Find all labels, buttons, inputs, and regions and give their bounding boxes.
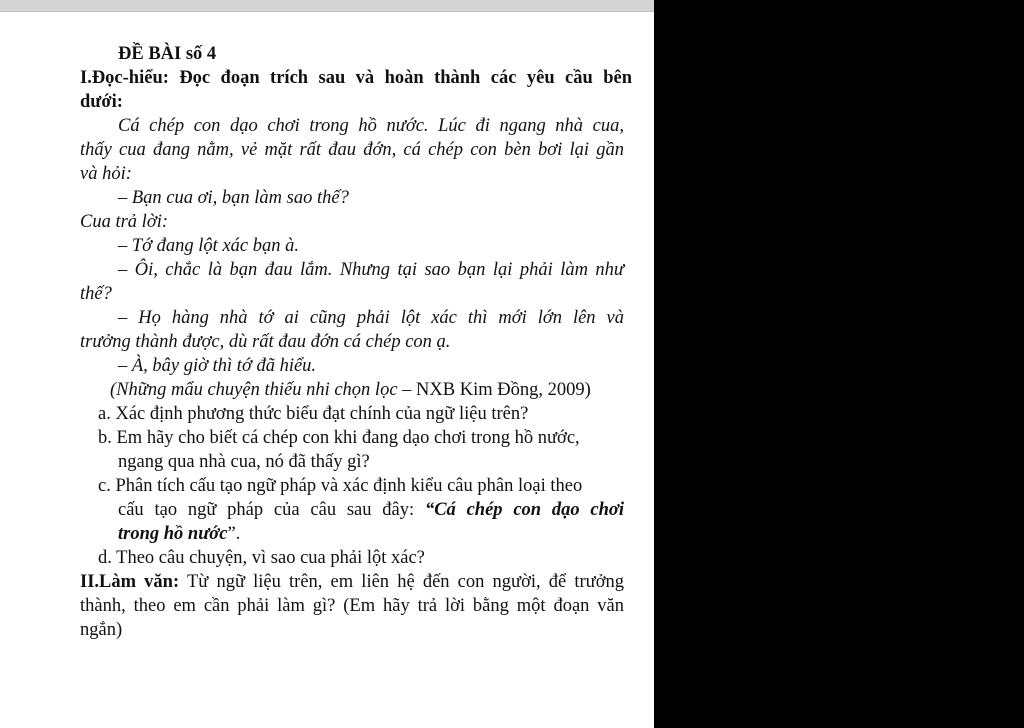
section2-line: ngắn) <box>80 620 123 640</box>
passage-line: Cá chép con dạo chơi trong hồ nước. Lúc đi ngang nhà cua, <box>118 116 624 136</box>
question-c-cont <box>118 498 624 522</box>
source-citation <box>110 378 591 402</box>
passage-line: – Họ hàng nhà tớ ai cũng phải lột xác thì mới lớn lên và <box>118 308 624 328</box>
document-title: ĐỀ BÀI số 4 <box>118 44 217 64</box>
question-c: c. Phân tích cấu tạo ngữ pháp và xác định kiểu câu phân loại theo <box>98 476 583 496</box>
section2-heading <box>80 570 624 594</box>
question-c-quote-end: trong hồ nước <box>118 524 228 544</box>
source-citation-title: (Những mẩu chuyện thiếu nhi chọn lọc <box>110 380 398 400</box>
passage-line: thấy cua đang nằm, vẻ mặt rất đau đớn, cá chép con bèn bơi lại gần <box>80 140 624 160</box>
viewer-background <box>654 0 1024 728</box>
section2-label: II.Làm văn: <box>80 572 180 592</box>
section1-heading: I.Đọc-hiểu: Đọc đoạn trích sau và hoàn thành các yêu cầu bên <box>80 68 632 88</box>
document-page <box>0 12 654 728</box>
question-a: a. Xác định phương thức biểu đạt chính của ngữ liệu trên? <box>98 404 529 424</box>
source-citation-publisher: – NXB Kim Đồng, 2009) <box>397 380 591 400</box>
section2-line: thành, theo em cần phải làm gì? (Em hãy trả lời bằng một đoạn văn <box>80 596 624 616</box>
question-b: b. Em hãy cho biết cá chép con khi đang dạo chơi trong hồ nước, <box>98 428 580 448</box>
passage-line: và hỏi: <box>80 164 132 184</box>
passage-line: – Bạn cua ơi, bạn làm sao thế? <box>118 188 349 208</box>
passage-line: – Ôi, chắc là bạn đau lắm. Nhưng tại sao bạn lại phải làm như <box>118 260 624 280</box>
question-c-quote: “Cá chép con dạo chơi <box>424 500 624 520</box>
passage-line: trưởng thành được, dù rất đau đớn cá chép con ạ. <box>80 332 451 352</box>
passage-line: – Tớ đang lột xác bạn à. <box>118 236 299 256</box>
question-d: d. Theo câu chuyện, vì sao cua phải lột xác? <box>98 548 425 568</box>
section1-heading-cont: dưới: <box>80 92 123 112</box>
question-c-text: cấu tạo ngữ pháp của câu sau đây: <box>118 500 425 520</box>
section2-text: Từ ngữ liệu trên, em liên hệ đến con người, để trưởng <box>179 572 624 592</box>
passage-line: thế? <box>80 284 112 304</box>
passage-line: – À, bây giờ thì tớ đã hiểu. <box>118 356 317 376</box>
passage-line: Cua trả lời: <box>80 212 168 232</box>
question-c-close: ”. <box>227 524 241 544</box>
question-b-cont: ngang qua nhà cua, nó đã thấy gì? <box>118 452 370 472</box>
question-c-end <box>118 522 240 546</box>
